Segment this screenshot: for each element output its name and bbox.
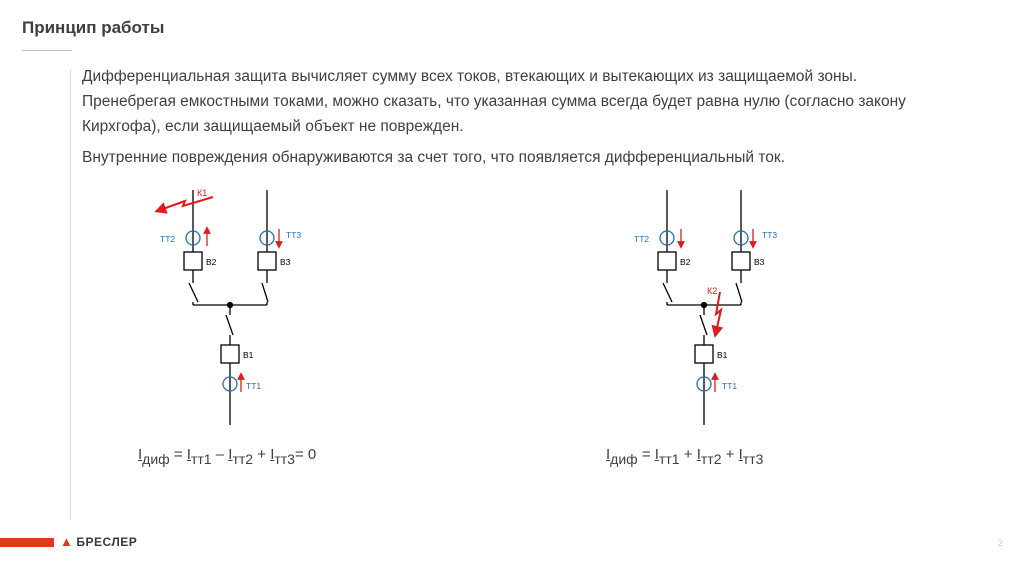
formula-i: I	[696, 446, 701, 463]
formula-sub-tt1: тт1	[190, 451, 212, 467]
brand-name: БРЕСЛЕР	[76, 535, 138, 549]
formula-sub-diff: диф	[610, 451, 638, 467]
b3-label: В3	[280, 257, 291, 267]
formula-result: = 0	[294, 446, 317, 463]
formula-external-fault	[138, 446, 316, 467]
disconnector-1	[700, 315, 707, 335]
page-number: 2	[998, 538, 1004, 548]
fault-label-k1: К1	[197, 188, 208, 198]
disconnector-2	[189, 283, 198, 302]
fault-k2-arrow	[716, 292, 721, 332]
b2-label: В2	[206, 257, 217, 267]
b1-label: В1	[717, 350, 728, 360]
diagram-left	[184, 190, 276, 425]
ct1-label: ТТ1	[722, 381, 738, 391]
fault-label-k2: К2	[707, 286, 718, 296]
ct2-label: ТТ2	[634, 234, 650, 244]
formula-i: I	[270, 446, 275, 463]
formula-eq: =	[169, 446, 187, 463]
b3-label: В3	[754, 257, 765, 267]
breaker-b2-box	[658, 252, 676, 270]
formula-sub-diff: диф	[142, 451, 170, 467]
breaker-b1-box	[221, 345, 239, 363]
breaker-b1-box	[695, 345, 713, 363]
formula-sub-tt1: тт1	[658, 451, 680, 467]
ct2-label: ТТ2	[160, 234, 176, 244]
formula-sub-tt2: тт2	[700, 451, 722, 467]
ct3-label: ТТ3	[286, 230, 302, 240]
formula-i: I	[606, 446, 611, 463]
footer-accent-bar	[0, 538, 54, 547]
formula-i: I	[186, 446, 191, 463]
formula-sub-tt3: тт3	[742, 451, 764, 467]
disconnector-3	[262, 283, 268, 302]
formula-sub-tt3: тт3	[274, 451, 295, 467]
b1-label: В1	[243, 350, 254, 360]
formula-op: –	[211, 446, 229, 463]
disconnector-1	[226, 315, 233, 335]
brand-icon: ▲	[60, 534, 74, 549]
breaker-b3-box	[258, 252, 276, 270]
formula-internal-fault	[606, 446, 763, 467]
fault-k1-arrow	[160, 197, 213, 210]
formula-eq: =	[637, 446, 655, 463]
formula-op: +	[679, 446, 697, 463]
paragraph-internal-faults: Внутренние повреждения обнаруживаются за счет того, что появляется дифференциальный ток.	[82, 149, 785, 166]
breaker-b2-box	[184, 252, 202, 270]
breaker-b3-box	[732, 252, 750, 270]
formula-i: I	[138, 446, 143, 463]
paragraph-kirchhoff: Дифференциальная защита вычисляет сумму всех токов, втекающих и вытекающих из защищаемой зоны. Пренебрегая емкостными токами, можно сказать, что указанная сумма всегда будет равна нулю (согласно закону Кирхгофа), если защищаемый объект не поврежден.	[82, 68, 906, 135]
page-title: Принцип работы	[22, 18, 165, 37]
ct1-label: ТТ1	[246, 381, 262, 391]
disconnector-3	[736, 283, 742, 302]
brand-logo	[60, 534, 137, 549]
formula-op: +	[253, 446, 271, 463]
disconnector-2	[663, 283, 672, 302]
formula-i: I	[228, 446, 233, 463]
formula-sub-tt2: тт2	[232, 451, 254, 467]
formula-op: +	[721, 446, 739, 463]
ct3-label: ТТ3	[762, 230, 778, 240]
formula-i: I	[654, 446, 659, 463]
formula-i: I	[738, 446, 743, 463]
b2-label: В2	[680, 257, 691, 267]
